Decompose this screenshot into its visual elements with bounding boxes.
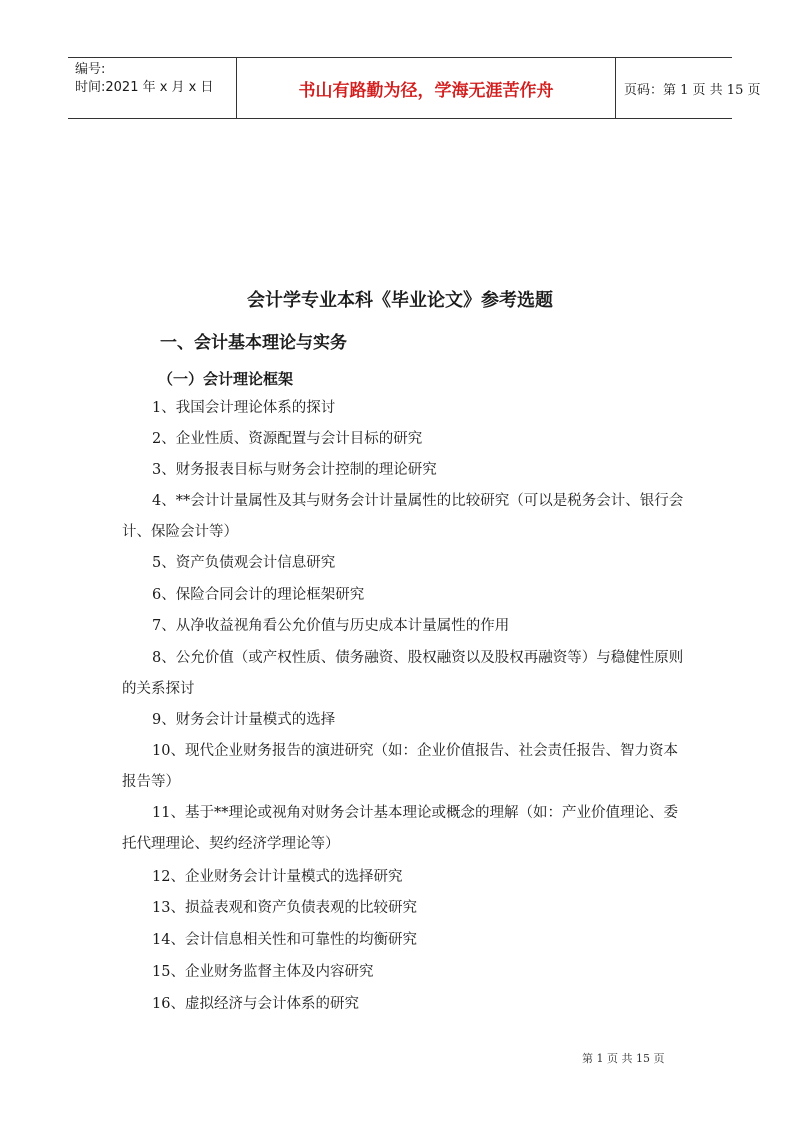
topic-item-9: 9、财务会计计量模式的选择 xyxy=(152,712,336,728)
header-page-cell xyxy=(616,58,761,118)
page-header xyxy=(68,57,761,119)
topic-item-8: 8、公允价值（或产权性质、债务融资、股权融资以及股权再融资等）与稳健性原则的关系探讨 xyxy=(122,650,684,697)
document-time-label: 时间:2021 年 x 月 x 日 xyxy=(75,80,214,95)
topic-item-7: 7、从净收益视角看公允价值与历史成本计量属性的作用 xyxy=(152,618,510,634)
topic-item-11: 11、基于**理论或视角对财务会计基本理论或概念的理解（如：产业价值理论、委托代理理论、契约经济学理论等） xyxy=(122,805,678,852)
topic-item-3: 3、财务报表目标与财务会计控制的理论研究 xyxy=(152,462,437,478)
topic-item-2: 2、企业性质、资源配置与会计目标的研究 xyxy=(152,431,423,447)
topic-item-6: 6、保险合同会计的理论框架研究 xyxy=(152,587,365,603)
topic-item-12: 12、企业财务会计计量模式的选择研究 xyxy=(152,869,403,885)
document-number-label: 编号: xyxy=(75,62,106,77)
header-meta-cell xyxy=(68,58,237,118)
topic-item-4: 4、**会计计量属性及其与财务会计计量属性的比较研究（可以是税务会计、银行会计、保险会计等） xyxy=(122,493,684,540)
header-motto-cell xyxy=(237,58,616,118)
topic-item-10: 10、现代企业财务报告的演进研究（如：企业价值报告、社会责任报告、智力资本报告等） xyxy=(122,743,678,790)
topic-item-16: 16、虚拟经济与会计体系的研究 xyxy=(152,996,359,1012)
topic-item-13: 13、损益表观和资产负债表观的比较研究 xyxy=(152,900,417,916)
topic-item-1: 1、我国会计理论体系的探讨 xyxy=(152,400,336,416)
subsection-heading: （一）会计理论框架 xyxy=(158,370,294,388)
document-title: 会计学专业本科《毕业论文》参考选题 xyxy=(247,290,553,311)
topic-item-15: 15、企业财务监督主体及内容研究 xyxy=(152,964,374,980)
header-page-info: 页码：第 1 页 共 15 页 xyxy=(624,82,761,98)
topic-item-5: 5、资产负债观会计信息研究 xyxy=(152,555,336,571)
page-footer: 第 1 页 共 15 页 xyxy=(582,1052,665,1065)
topic-item-14: 14、会计信息相关性和可靠性的均衡研究 xyxy=(152,932,417,948)
section-heading: 一、会计基本理论与实务 xyxy=(160,333,347,353)
header-motto: 书山有路勤为径，学海无涯苦作舟 xyxy=(298,80,554,101)
